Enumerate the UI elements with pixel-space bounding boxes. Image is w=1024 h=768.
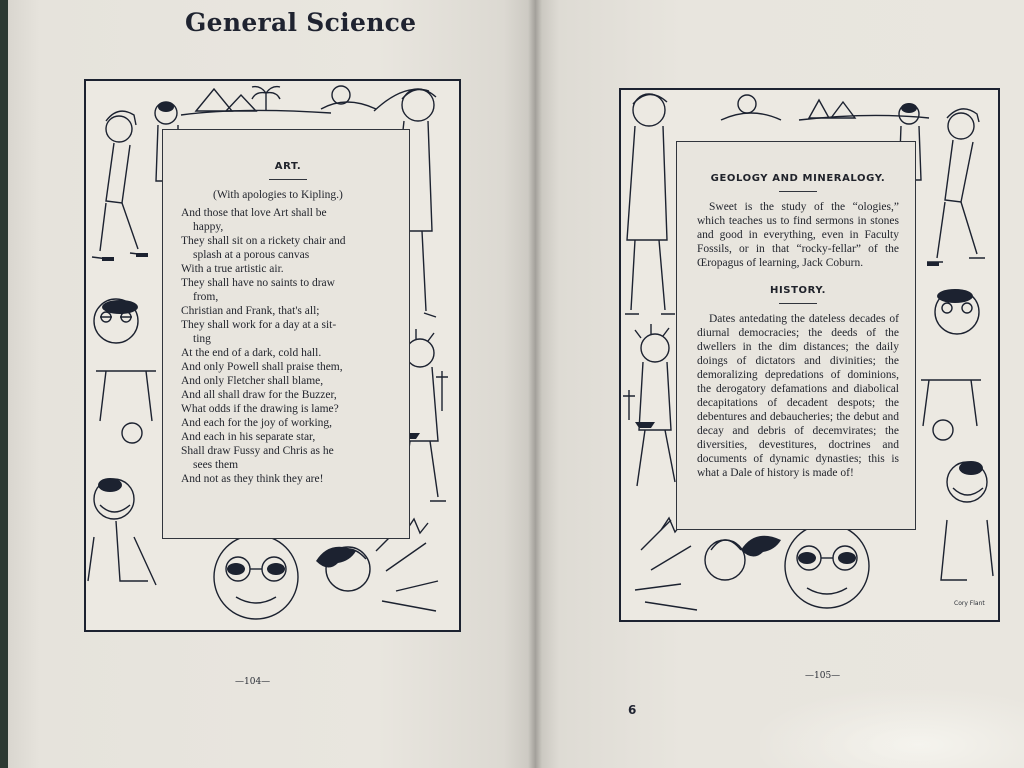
poem-line: sees them — [193, 459, 239, 471]
geology-section-title: GEOLOGY AND MINERALOGY. — [710, 173, 886, 184]
right-page-number: —105— — [805, 671, 841, 681]
title-rule — [779, 191, 817, 192]
right-cartoon-frame — [619, 88, 1000, 622]
geology-history-panel — [676, 141, 916, 530]
title-rule — [779, 303, 817, 304]
poem-line: splash at a porous canvas — [193, 249, 310, 261]
poem-line: ting — [193, 333, 211, 345]
poem-line: And each for the joy of working, — [181, 417, 333, 429]
title-rule — [269, 179, 307, 180]
geology-paragraph: Sweet is the study of the “ologies,” which teaches us to find sermons in stones and good in everything, even in Faculty Fossils, or in that “rocky-fellar” of the Œropagus of learning, Jack Coburn. — [697, 201, 899, 269]
poem-line: happy, — [193, 221, 224, 233]
poem-line: from, — [193, 291, 219, 303]
poem-subtitle: (With apologies to Kipling.) — [213, 189, 343, 201]
artist-signature: Cory Flant — [954, 600, 985, 607]
poem-line: They shall have no saints to draw — [181, 277, 335, 289]
left-page-number: —104— — [235, 677, 271, 687]
poem-line: They shall sit on a rickety chair and — [181, 235, 346, 247]
history-paragraph: Dates antedating the dateless decades of diurnal democracies; the deeds of the dwellers in the dim distances; the daily doings of dictators and divinities; the demoralizing depredations of dominions, the derogatory defamations and diabolical decapitations of decadent despots; the debentures and debaucheries; the debut and decay and debris of decemvirates; the diversities, devestitures, doctrines and documents of dynamic dynasties; this is what a Dale of history is made of! — [697, 313, 899, 479]
poem-line: And not as they think they are! — [181, 473, 324, 485]
poem-line: And only Fletcher shall blame, — [181, 375, 324, 387]
art-poem-panel — [162, 129, 410, 539]
art-poem — [181, 206, 395, 486]
poem-line: They shall work for a day at a sit- — [181, 319, 337, 331]
poem-line: What odds if the drawing is lame? — [181, 403, 339, 415]
poem-line: Christian and Frank, that's all; — [181, 305, 320, 317]
book-gutter — [528, 0, 542, 768]
art-section-title: ART. — [274, 161, 302, 172]
poem-line: Shall draw Fussy and Chris as he — [181, 445, 334, 457]
left-cartoon-frame — [84, 79, 461, 632]
running-title: General Science — [185, 8, 417, 37]
poem-line: And only Powell shall praise them, — [181, 361, 343, 373]
poem-line: And each in his separate star, — [181, 431, 316, 443]
poem-line: And all shall draw for the Buzzer, — [181, 389, 337, 401]
poem-line: And those that love Art shall be — [181, 207, 327, 219]
poem-line: At the end of a dark, cold hall. — [181, 347, 322, 359]
history-section-title: HISTORY. — [770, 285, 826, 296]
sunlight-glare — [760, 690, 1024, 768]
poem-line: With a true artistic air. — [181, 263, 284, 275]
scan-stamp-number: 6 — [628, 703, 637, 717]
